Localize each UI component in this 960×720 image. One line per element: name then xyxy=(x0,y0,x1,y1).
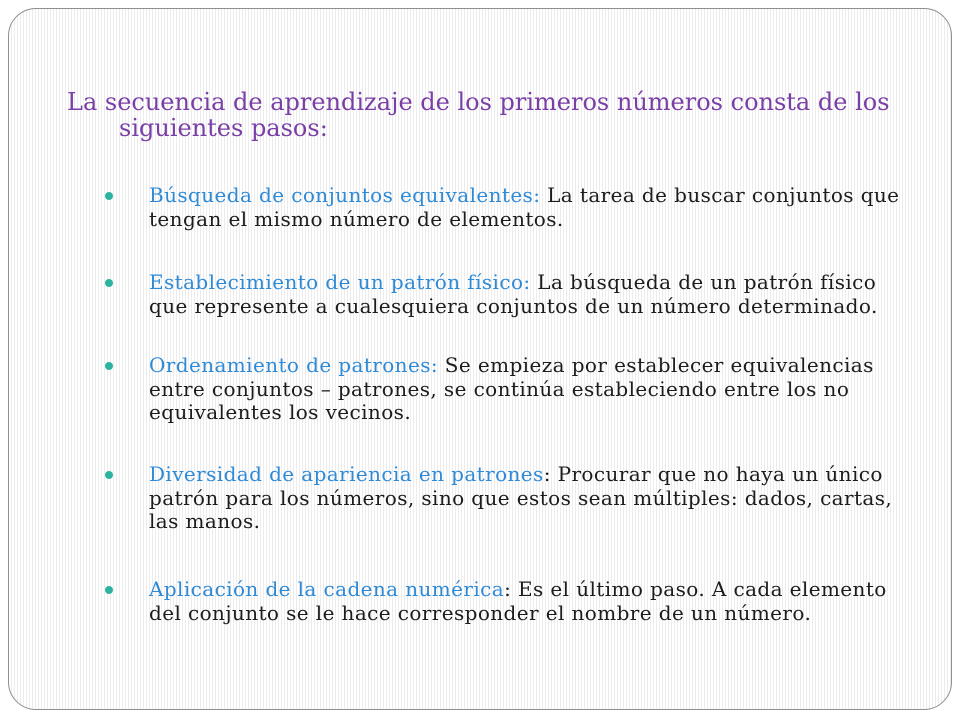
bullet-icon xyxy=(105,586,113,594)
step-text: La búsqueda de un patrón físico que represente a cualesquiera conjuntos de un número determinado. xyxy=(149,270,878,318)
step-item xyxy=(149,463,909,534)
slide-frame xyxy=(8,8,952,710)
step-item xyxy=(149,578,909,625)
step-text: : Procurar que no haya un único patrón para los números, sino que estos sean múltiples: dados, cartas, las manos. xyxy=(149,462,893,533)
step-term: Establecimiento de un patrón físico: xyxy=(149,270,531,294)
bullet-icon xyxy=(105,362,113,370)
step-item xyxy=(149,271,909,318)
steps-list xyxy=(9,9,952,710)
step-term: Aplicación de la cadena numérica xyxy=(149,577,505,601)
step-text: La tarea de buscar conjuntos que tengan el mismo número de elementos. xyxy=(149,183,900,231)
step-text: : Es el último paso. A cada elemento del conjunto se le hace corresponder el nombre de un número. xyxy=(149,577,887,625)
bullet-icon xyxy=(105,471,113,479)
slide-title: La secuencia de aprendizaje de los primeros números consta de los siguientes pasos: xyxy=(67,88,890,142)
step-term: Diversidad de apariencia en patrones xyxy=(149,462,544,486)
bullet-icon xyxy=(105,279,113,287)
step-term: Ordenamiento de patrones: xyxy=(149,353,438,377)
step-item xyxy=(149,354,909,425)
step-item xyxy=(149,184,909,231)
bullet-icon xyxy=(105,192,113,200)
step-term: Búsqueda de conjuntos equivalentes: xyxy=(149,183,541,207)
step-text: Se empieza por establecer equivalencias entre conjuntos – patrones, se continúa estableciendo entre los no equivalentes los vecinos. xyxy=(149,353,874,424)
